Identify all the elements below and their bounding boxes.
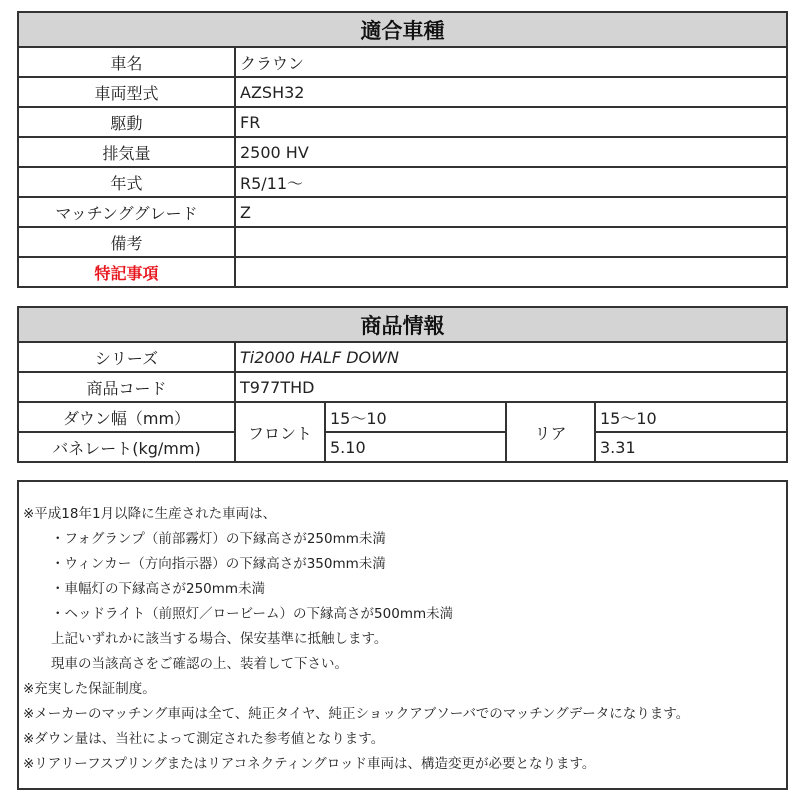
product-code-value: T977THD xyxy=(235,372,787,402)
displacement-value: 2500 HV xyxy=(235,137,787,167)
displacement-label: 排気量 xyxy=(18,137,235,167)
table-row xyxy=(18,227,787,257)
drive-value: FR xyxy=(235,107,787,137)
table-row xyxy=(18,372,787,402)
fitment-title: 適合車種 xyxy=(18,12,787,47)
table-row xyxy=(18,432,787,462)
spring-rate-label: バネレート(kg/mm) xyxy=(18,432,235,462)
fitment-table xyxy=(17,11,788,288)
rear-label: リア xyxy=(506,402,595,462)
note-line: ・車幅灯の下縁高さが250mm未満 xyxy=(51,581,266,597)
grade-value: Z xyxy=(235,197,787,227)
note-line: 上記いずれかに該当する場合、保安基準に抵触します。 xyxy=(51,631,388,647)
front-label: フロント xyxy=(235,402,325,462)
table-row xyxy=(18,167,787,197)
front-down-value: 15～10 xyxy=(325,402,506,432)
product-title: 商品情報 xyxy=(18,307,787,342)
remarks-value xyxy=(235,227,787,257)
special-notes-label: 特記事項 xyxy=(18,257,235,287)
table-row xyxy=(18,257,787,287)
note-line: ※充実した保証制度。 xyxy=(23,681,156,697)
series-value: Ti2000 HALF DOWN xyxy=(235,342,787,372)
car-name-value: クラウン xyxy=(235,47,787,77)
note-line: ※平成18年1月以降に生産された車両は、 xyxy=(23,506,277,522)
note-line: 現車の当該高さをご確認の上、装着して下さい。 xyxy=(51,656,348,672)
note-line: ・ウィンカー（方向指示器）の下縁高さが350mm未満 xyxy=(51,556,386,572)
notes-box xyxy=(17,480,788,790)
rear-spring-value: 3.31 xyxy=(595,432,787,462)
table-row xyxy=(18,47,787,77)
year-label: 年式 xyxy=(18,167,235,197)
grade-label: マッチンググレード xyxy=(18,197,235,227)
series-label: シリーズ xyxy=(18,342,235,372)
remarks-label: 備考 xyxy=(18,227,235,257)
front-spring-value: 5.10 xyxy=(325,432,506,462)
model-code-label: 車両型式 xyxy=(18,77,235,107)
model-code-value: AZSH32 xyxy=(235,77,787,107)
note-line: ※ダウン量は、当社によって測定された参考値となります。 xyxy=(23,731,385,747)
table-row xyxy=(18,107,787,137)
product-table xyxy=(17,306,788,463)
down-range-label: ダウン幅（mm） xyxy=(18,402,235,432)
year-value: R5/11～ xyxy=(235,167,787,197)
car-name-label: 車名 xyxy=(18,47,235,77)
rear-down-value: 15～10 xyxy=(595,402,787,432)
table-row xyxy=(18,342,787,372)
note-line: ※メーカーのマッチング車両は全て、純正タイヤ、純正ショックアブソーバでのマッチングデータになります。 xyxy=(23,706,690,722)
note-line: ・ヘッドライト（前照灯／ロービーム）の下縁高さが500mm未満 xyxy=(51,606,454,622)
table-row xyxy=(18,402,787,432)
drive-label: 駆動 xyxy=(18,107,235,137)
special-notes-value xyxy=(235,257,787,287)
table-row xyxy=(18,137,787,167)
table-row xyxy=(18,77,787,107)
note-line: ・フォグランプ（前部霧灯）の下縁高さが250mm未満 xyxy=(51,531,386,547)
product-code-label: 商品コード xyxy=(18,372,235,402)
note-line: ※リアリーフスプリングまたはリアコネクティングロッド車両は、構造変更が必要となります。 xyxy=(23,756,596,772)
table-row xyxy=(18,197,787,227)
